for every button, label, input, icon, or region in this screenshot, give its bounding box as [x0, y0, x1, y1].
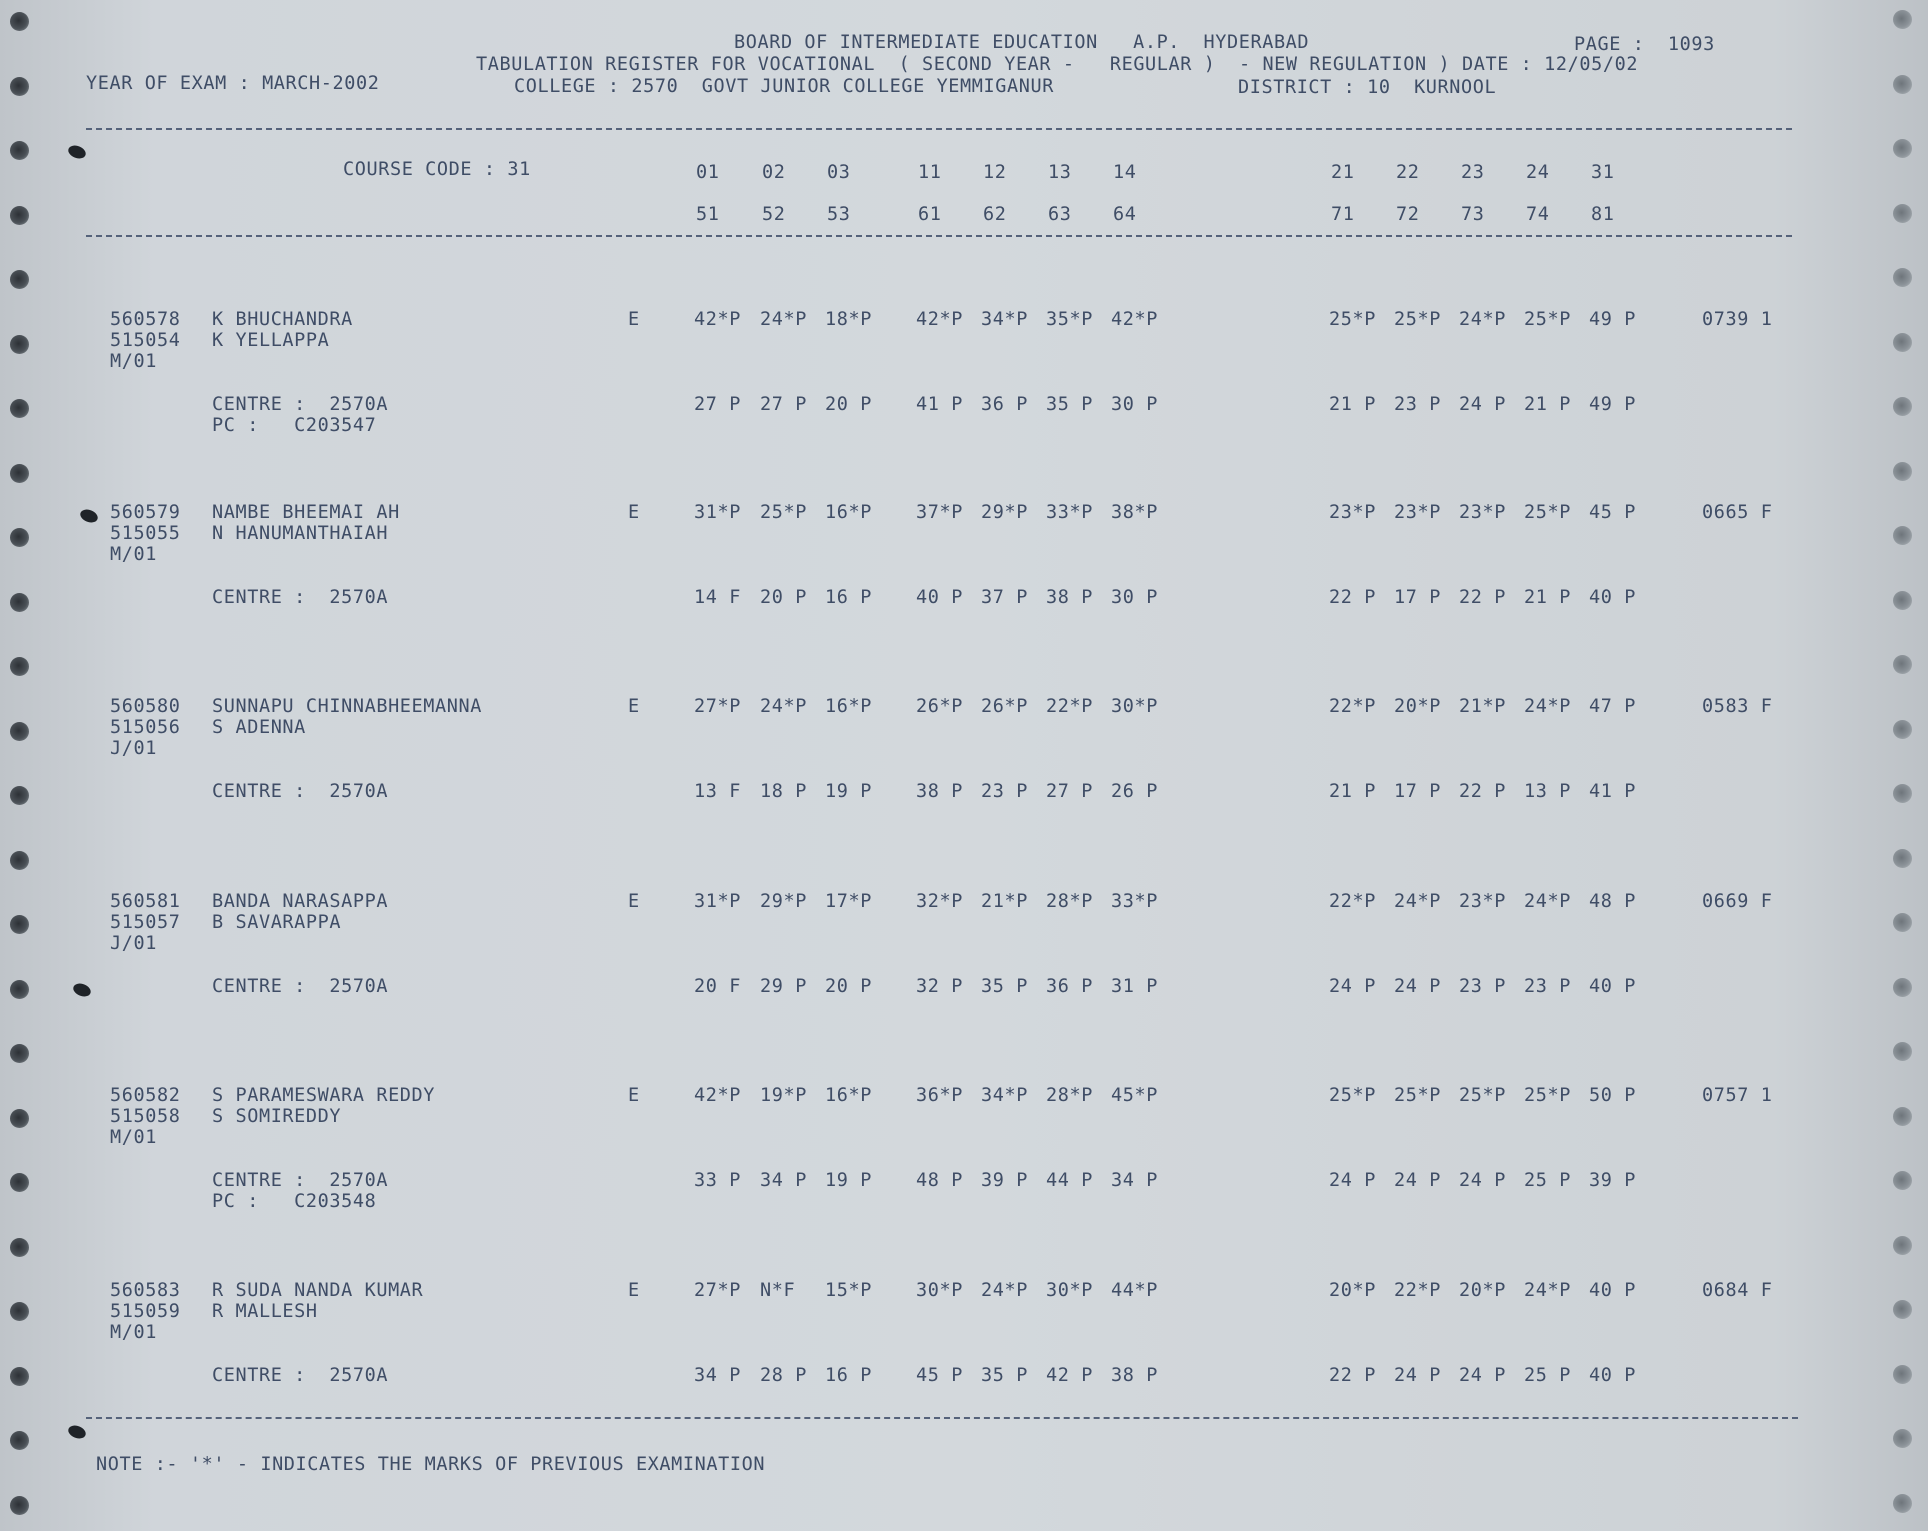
ink-mark [66, 143, 87, 160]
mark-cell: 23*P [1459, 502, 1506, 523]
feed-hole [10, 464, 29, 483]
father-name: R MALLESH [212, 1301, 318, 1322]
mark-cell: 24*P [1524, 696, 1571, 717]
mark-cell: 19 P [825, 781, 872, 802]
mark-cell: 34*P [981, 309, 1028, 330]
mark-cell: 28*P [1046, 1085, 1093, 1106]
mark-cell: 40 P [1589, 1365, 1636, 1386]
mark-cell: 25*P [1394, 309, 1441, 330]
student-name: BANDA NARASAPPA [212, 891, 389, 912]
feed-hole [1893, 1300, 1912, 1319]
mark-cell: 27*P [694, 1280, 741, 1301]
father-name: B SAVARAPPA [212, 912, 342, 933]
mark-cell: 27 P [1046, 781, 1093, 802]
mark-cell: 20 P [760, 587, 807, 608]
pc-code: PC : C203547 [212, 415, 377, 436]
college-name: COLLEGE : 2570 GOVT JUNIOR COLLEGE YEMMIGANUR [514, 76, 1054, 97]
footnote: NOTE :- '*' - INDICATES THE MARKS OF PREVIOUS EXAMINATION [96, 1454, 766, 1475]
mark-cell: 16*P [825, 696, 872, 717]
column-code: 64 [1113, 204, 1137, 225]
medium: E [628, 502, 640, 523]
column-code: 12 [983, 162, 1007, 183]
column-code: 21 [1331, 162, 1355, 183]
feed-hole [1893, 10, 1912, 29]
mark-cell: 36 P [1046, 976, 1093, 997]
mark-cell: 47 P [1589, 696, 1636, 717]
medium: E [628, 1085, 640, 1106]
student-name: R SUDA NANDA KUMAR [212, 1280, 424, 1301]
mark-cell: 39 P [981, 1170, 1028, 1191]
feed-hole [1893, 397, 1912, 416]
mark-cell: 16 P [825, 587, 872, 608]
mark-cell: 29 P [760, 976, 807, 997]
column-code: 23 [1461, 162, 1485, 183]
column-code: 24 [1526, 162, 1550, 183]
page-number: PAGE : 1093 [1574, 34, 1715, 55]
ink-mark [78, 507, 99, 524]
mark-cell: 13 F [694, 781, 741, 802]
column-code: 02 [762, 162, 786, 183]
mark-cell: 25*P [1524, 502, 1571, 523]
registration-number: 515057 [110, 912, 181, 933]
mark-cell: 35 P [981, 976, 1028, 997]
mark-cell: 41 P [1589, 781, 1636, 802]
rule-top [86, 128, 1792, 130]
mark-cell: 24 P [1394, 976, 1441, 997]
column-code: 81 [1591, 204, 1615, 225]
mark-cell: 22*P [1394, 1280, 1441, 1301]
mark-cell: 25*P [1329, 1085, 1376, 1106]
mark-cell: 23 P [1394, 394, 1441, 415]
mark-cell: 24*P [1459, 309, 1506, 330]
feed-hole [10, 270, 29, 289]
mark-cell: 27 P [760, 394, 807, 415]
mark-cell: 13 P [1524, 781, 1571, 802]
mark-cell: 25*P [1394, 1085, 1441, 1106]
mark-cell: 20*P [1394, 696, 1441, 717]
mark-cell: 24*P [981, 1280, 1028, 1301]
roll-number: 560579 [110, 502, 181, 523]
mark-cell: 25*P [1524, 1085, 1571, 1106]
mark-cell: 30 P [1111, 587, 1158, 608]
feed-hole [1893, 268, 1912, 287]
mark-cell: 34 P [760, 1170, 807, 1191]
mark-cell: 36*P [916, 1085, 963, 1106]
mark-cell: 16*P [825, 1085, 872, 1106]
mark-cell: 49 P [1589, 394, 1636, 415]
mark-cell: 22*P [1329, 696, 1376, 717]
mark-cell: 22 P [1329, 587, 1376, 608]
mark-cell: 25*P [1524, 309, 1571, 330]
feed-hole [10, 1238, 29, 1257]
mark-cell: 30 P [1111, 394, 1158, 415]
board-title: BOARD OF INTERMEDIATE EDUCATION A.P. HYDERABAD [734, 32, 1310, 53]
feed-hole [1893, 1171, 1912, 1190]
roll-number: 560580 [110, 696, 181, 717]
mark-cell: 22 P [1459, 587, 1506, 608]
mark-cell: 15*P [825, 1280, 872, 1301]
feed-hole [1893, 913, 1912, 932]
column-code: 13 [1048, 162, 1072, 183]
mark-cell: 22 P [1329, 1365, 1376, 1386]
mark-cell: 25 P [1524, 1170, 1571, 1191]
mark-cell: 22 P [1459, 781, 1506, 802]
centre-code: CENTRE : 2570A [212, 1170, 389, 1191]
father-name: S SOMIREDDY [212, 1106, 342, 1127]
mark-cell: 20 P [825, 394, 872, 415]
registration-number: 515054 [110, 330, 181, 351]
feed-hole [10, 593, 29, 612]
mark-cell: 32*P [916, 891, 963, 912]
mark-cell: 42*P [1111, 309, 1158, 330]
feed-hole [10, 980, 29, 999]
ink-mark [71, 981, 92, 998]
mark-cell: 49 P [1589, 309, 1636, 330]
feed-hole [10, 1173, 29, 1192]
mark-cell: 23*P [1329, 502, 1376, 523]
column-code: 53 [827, 204, 851, 225]
feed-hole [10, 1431, 29, 1450]
feed-hole [1893, 591, 1912, 610]
column-code: 14 [1113, 162, 1137, 183]
roll-number: 560583 [110, 1280, 181, 1301]
mark-cell: 22*P [1329, 891, 1376, 912]
mark-cell: 36 P [981, 394, 1028, 415]
mark-cell: 27 P [694, 394, 741, 415]
total-result: 0757 1 [1702, 1085, 1773, 1106]
mark-cell: 35*P [1046, 309, 1093, 330]
mark-cell: 26*P [916, 696, 963, 717]
mark-cell: 24 P [1459, 1170, 1506, 1191]
mark-cell: 38 P [1111, 1365, 1158, 1386]
mark-cell: 44 P [1046, 1170, 1093, 1191]
mark-cell: 29*P [981, 502, 1028, 523]
mark-cell: 20 P [825, 976, 872, 997]
mark-cell: 31*P [694, 891, 741, 912]
feed-hole [10, 206, 29, 225]
group-code: J/01 [110, 738, 157, 759]
registration-number: 515056 [110, 717, 181, 738]
feed-hole [10, 1109, 29, 1128]
feed-hole [1893, 1042, 1912, 1061]
medium: E [628, 1280, 640, 1301]
feed-hole [10, 1044, 29, 1063]
feed-hole [1893, 526, 1912, 545]
roll-number: 560582 [110, 1085, 181, 1106]
mark-cell: 26 P [1111, 781, 1158, 802]
mark-cell: 20*P [1459, 1280, 1506, 1301]
mark-cell: 40 P [916, 587, 963, 608]
medium: E [628, 309, 640, 330]
mark-cell: 45 P [1589, 502, 1636, 523]
mark-cell: 19*P [760, 1085, 807, 1106]
group-code: J/01 [110, 933, 157, 954]
year-of-exam: YEAR OF EXAM : MARCH-2002 [86, 73, 380, 94]
feed-hole [1893, 139, 1912, 158]
mark-cell: 42*P [694, 1085, 741, 1106]
mark-cell: 40 P [1589, 587, 1636, 608]
column-code: 01 [696, 162, 720, 183]
mark-cell: 28 P [760, 1365, 807, 1386]
total-result: 0739 1 [1702, 309, 1773, 330]
mark-cell: 24*P [760, 309, 807, 330]
column-code: 51 [696, 204, 720, 225]
pc-code: PC : C203548 [212, 1191, 377, 1212]
mark-cell: 33*P [1111, 891, 1158, 912]
feed-hole [10, 915, 29, 934]
feed-hole [10, 1302, 29, 1321]
mark-cell: 35 P [981, 1365, 1028, 1386]
mark-cell: 34*P [981, 1085, 1028, 1106]
mark-cell: 28*P [1046, 891, 1093, 912]
mark-cell: 38*P [1111, 502, 1158, 523]
column-code: 73 [1461, 204, 1485, 225]
mark-cell: 50 P [1589, 1085, 1636, 1106]
mark-cell: 40 P [1589, 1280, 1636, 1301]
feed-hole [10, 657, 29, 676]
centre-code: CENTRE : 2570A [212, 976, 389, 997]
mark-cell: 34 P [694, 1365, 741, 1386]
mark-cell: 24 P [1459, 394, 1506, 415]
group-code: M/01 [110, 1322, 157, 1343]
mark-cell: 24 P [1329, 1170, 1376, 1191]
column-code: 22 [1396, 162, 1420, 183]
mark-cell: 21 P [1329, 781, 1376, 802]
centre-code: CENTRE : 2570A [212, 587, 389, 608]
ink-mark [66, 1423, 87, 1440]
mark-cell: 24*P [760, 696, 807, 717]
feed-hole [1893, 1365, 1912, 1384]
total-result: 0665 F [1702, 502, 1773, 523]
mark-cell: 48 P [1589, 891, 1636, 912]
mark-cell: 24 P [1394, 1170, 1441, 1191]
father-name: N HANUMANTHAIAH [212, 523, 389, 544]
column-code: 61 [918, 204, 942, 225]
feed-hole [10, 1496, 29, 1515]
column-code: 74 [1526, 204, 1550, 225]
group-code: M/01 [110, 1127, 157, 1148]
mark-cell: 31*P [694, 502, 741, 523]
feed-hole [10, 77, 29, 96]
father-name: S ADENNA [212, 717, 306, 738]
feed-hole [1893, 784, 1912, 803]
rule-bottom [86, 1417, 1798, 1419]
mark-cell: 23 P [1459, 976, 1506, 997]
mark-cell: 35 P [1046, 394, 1093, 415]
feed-hole [1893, 720, 1912, 739]
column-code: 52 [762, 204, 786, 225]
mark-cell: 24*P [1394, 891, 1441, 912]
total-result: 0583 F [1702, 696, 1773, 717]
feed-hole [10, 851, 29, 870]
mark-cell: 29*P [760, 891, 807, 912]
group-code: M/01 [110, 544, 157, 565]
mark-cell: 31 P [1111, 976, 1158, 997]
mark-cell: 40 P [1589, 976, 1636, 997]
feed-hole [1893, 1429, 1912, 1448]
student-name: S PARAMESWARA REDDY [212, 1085, 436, 1106]
feed-hole [1893, 204, 1912, 223]
registration-number: 515058 [110, 1106, 181, 1127]
registration-number: 515055 [110, 523, 181, 544]
register-title: TABULATION REGISTER FOR VOCATIONAL ( SECOND YEAR - REGULAR ) - NEW REGULATION ) DATE : 12/05/02 [476, 54, 1639, 75]
mark-cell: 30*P [916, 1280, 963, 1301]
student-name: NAMBE BHEEMAI AH [212, 502, 400, 523]
mark-cell: 37*P [916, 502, 963, 523]
feed-hole [1893, 849, 1912, 868]
mark-cell: 39 P [1589, 1170, 1636, 1191]
mark-cell: N*F [760, 1280, 796, 1301]
mark-cell: 23*P [1394, 502, 1441, 523]
feed-hole [1893, 655, 1912, 674]
mark-cell: 41 P [916, 394, 963, 415]
roll-number: 560581 [110, 891, 181, 912]
feed-hole [1893, 462, 1912, 481]
mark-cell: 21*P [1459, 696, 1506, 717]
mark-cell: 45 P [916, 1365, 963, 1386]
mark-cell: 21 P [1329, 394, 1376, 415]
mark-cell: 21 P [1524, 587, 1571, 608]
mark-cell: 42*P [694, 309, 741, 330]
feed-hole [1893, 978, 1912, 997]
mark-cell: 21*P [981, 891, 1028, 912]
mark-cell: 48 P [916, 1170, 963, 1191]
mark-cell: 37 P [981, 587, 1028, 608]
mark-cell: 23 P [1524, 976, 1571, 997]
mark-cell: 21 P [1524, 394, 1571, 415]
medium: E [628, 891, 640, 912]
mark-cell: 33 P [694, 1170, 741, 1191]
feed-hole [10, 722, 29, 741]
mark-cell: 42 P [1046, 1365, 1093, 1386]
centre-code: CENTRE : 2570A [212, 394, 389, 415]
mark-cell: 38 P [1046, 587, 1093, 608]
mark-cell: 32 P [916, 976, 963, 997]
feed-hole [10, 141, 29, 160]
mark-cell: 16*P [825, 502, 872, 523]
column-code: 71 [1331, 204, 1355, 225]
course-code: COURSE CODE : 31 [343, 159, 531, 180]
feed-hole [1893, 333, 1912, 352]
column-code: 72 [1396, 204, 1420, 225]
medium: E [628, 696, 640, 717]
mark-cell: 44*P [1111, 1280, 1158, 1301]
mark-cell: 45*P [1111, 1085, 1158, 1106]
feed-hole [1893, 1107, 1912, 1126]
mark-cell: 19 P [825, 1170, 872, 1191]
feed-hole [1893, 1236, 1912, 1255]
feed-hole [1893, 1494, 1912, 1513]
mark-cell: 34 P [1111, 1170, 1158, 1191]
mark-cell: 17 P [1394, 587, 1441, 608]
student-name: K BHUCHANDRA [212, 309, 353, 330]
mark-cell: 26*P [981, 696, 1028, 717]
column-code: 31 [1591, 162, 1615, 183]
district-name: DISTRICT : 10 KURNOOL [1238, 77, 1497, 98]
column-code: 62 [983, 204, 1007, 225]
mark-cell: 24 P [1329, 976, 1376, 997]
feed-hole [10, 1367, 29, 1386]
father-name: K YELLAPPA [212, 330, 330, 351]
mark-cell: 18*P [825, 309, 872, 330]
mark-cell: 30*P [1111, 696, 1158, 717]
group-code: M/01 [110, 351, 157, 372]
mark-cell: 17*P [825, 891, 872, 912]
mark-cell: 27*P [694, 696, 741, 717]
mark-cell: 24 P [1459, 1365, 1506, 1386]
mark-cell: 20 F [694, 976, 741, 997]
registration-number: 515059 [110, 1301, 181, 1322]
total-result: 0669 F [1702, 891, 1773, 912]
mark-cell: 30*P [1046, 1280, 1093, 1301]
feed-hole [10, 786, 29, 805]
mark-cell: 17 P [1394, 781, 1441, 802]
mark-cell: 38 P [916, 781, 963, 802]
mark-cell: 20*P [1329, 1280, 1376, 1301]
rule-header [86, 235, 1792, 237]
mark-cell: 24*P [1524, 891, 1571, 912]
mark-cell: 25*P [1459, 1085, 1506, 1106]
mark-cell: 25 P [1524, 1365, 1571, 1386]
student-name: SUNNAPU CHINNABHEEMANNA [212, 696, 482, 717]
total-result: 0684 F [1702, 1280, 1773, 1301]
mark-cell: 24 P [1394, 1365, 1441, 1386]
mark-cell: 23 P [981, 781, 1028, 802]
feed-hole [10, 12, 29, 31]
feed-hole [10, 528, 29, 547]
feed-hole [10, 335, 29, 354]
column-code: 03 [827, 162, 851, 183]
feed-hole [1893, 75, 1912, 94]
mark-cell: 25*P [1329, 309, 1376, 330]
mark-cell: 42*P [916, 309, 963, 330]
mark-cell: 14 F [694, 587, 741, 608]
roll-number: 560578 [110, 309, 181, 330]
mark-cell: 23*P [1459, 891, 1506, 912]
mark-cell: 22*P [1046, 696, 1093, 717]
mark-cell: 24*P [1524, 1280, 1571, 1301]
feed-hole [10, 399, 29, 418]
mark-cell: 25*P [760, 502, 807, 523]
mark-cell: 18 P [760, 781, 807, 802]
column-code: 63 [1048, 204, 1072, 225]
mark-cell: 33*P [1046, 502, 1093, 523]
centre-code: CENTRE : 2570A [212, 781, 389, 802]
mark-cell: 16 P [825, 1365, 872, 1386]
centre-code: CENTRE : 2570A [212, 1365, 389, 1386]
column-code: 11 [918, 162, 942, 183]
